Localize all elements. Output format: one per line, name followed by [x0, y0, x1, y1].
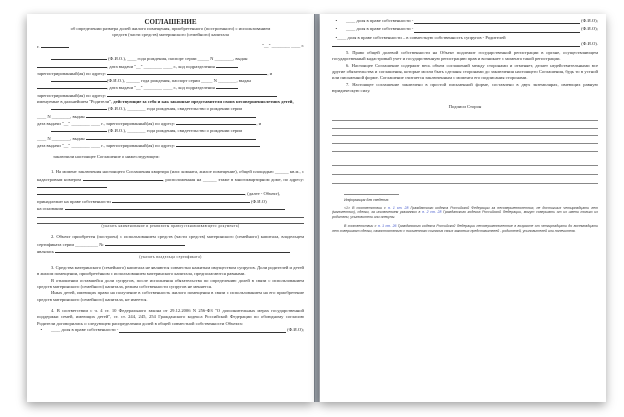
child-1-line-3: дата выдачи "__" ________ ____ г., зарегистрированный(ая) по адресу:	[37, 120, 176, 126]
party-2-line-1: (Ф.И.О.), ______ года рождения, паспорт серии _____ N ________, выдан	[107, 78, 251, 84]
footnote-2-pre: В соответствии с	[344, 224, 377, 229]
city-date-row	[37, 43, 304, 50]
joint-share-fio-row	[332, 41, 598, 47]
footnote-1-post: Гражданского кодекса Российской Федерации, могут совершать от их имени только их родители, усыновители или опекуны.	[332, 210, 598, 219]
party-2-line-2: , дата выдачи "__" ________ ____ г., код подразделения	[107, 85, 215, 91]
party-2	[37, 77, 304, 99]
share-text: ____ доля в праве собственности -	[346, 26, 414, 32]
parents-bold-text: действующие за себя и как законные представители своих несовершеннолетних детей,	[113, 99, 294, 105]
signatures-title: Подписи Сторон	[448, 104, 482, 110]
bullet-icon: •	[332, 18, 338, 23]
document-page-1	[27, 14, 314, 402]
clause-2	[37, 234, 304, 248]
footnote-rule	[344, 194, 399, 195]
clause-1-d: , (далее - Объект),	[245, 191, 281, 197]
footnote-1-mid: Гражданского кодекса Российской Федерации за несовершеннолетних, не достигших четырнадцати лет (малолетних), сделки, за исключением указанных в	[332, 205, 598, 215]
joint-share-bullet: •____ доля в праве собственности – в совместную собственность супругов - Родителей	[332, 34, 506, 40]
city-prefix: г.	[37, 44, 40, 49]
clause-1-owner	[37, 198, 304, 205]
parents-text: именуемые в дальнейшем "Родители",	[37, 99, 113, 105]
child-2-line-2: ____ N ________, выдан	[37, 135, 85, 141]
bullet-icon: •	[37, 326, 43, 332]
child-1-and: , и	[256, 120, 262, 126]
child-2-line-3: дата выдачи "__" ________ ____ г., зарегистрированный(ая) по адресу:	[37, 142, 176, 148]
share-fio: (Ф.И.О);	[581, 26, 598, 32]
share-bullet	[332, 18, 598, 24]
clause-6: 6. Настоящее Соглашение содержит весь объем соглашений между сторонами и отменяет, делает недействительными все другие обязательства и соглашения, которые могли быть сделаны сторонами до заключения настоящего Соглашения, будь то в устной или письменной форме. Соглашение считается заключенным с момента его подписания сторонами.	[332, 62, 598, 81]
child-1-line-1: (Ф.И.О.), ________ года рождения, свидетельство о рождении серии	[108, 106, 243, 112]
clause-3-children: Иных детей, имеющих право на получение в собственность жилого помещения в связи с использованием на его приобретение средств материнского (семейного) капитала, не имеется.	[37, 290, 304, 302]
signature-line	[332, 128, 598, 129]
clause-5: 5. Право общей долевой собственности на Объект подлежит государственной регистрации в органе, осуществляющем государственный кадастровый учет и государственную регистрацию прав и возникает с момента такой регистрации.	[332, 50, 598, 62]
clause-1: 1. На момент заключения настоящего Соглашения квартира (или: комната, жилое помещение), общей площадью ______ кв.м., с кадастровым номером , расположенная на ______ этаже в многоквартирном доме, по адресу:	[37, 169, 304, 190]
document-subtitle-1: об определении размера долей жилого помещения, приобретенного (построенного) с использованием	[70, 26, 271, 31]
share-bullet	[332, 26, 598, 32]
signature-line	[332, 165, 598, 166]
signature-line	[332, 143, 598, 144]
share-text: ____ доля в праве собственности -	[346, 18, 414, 23]
clause-3: 3. Средства материнского (семейного) капитала не являются совместно нажитым имуществом супругов. Доли родителей и детей в жилом помещении, приобретённом с использованием материнского капитала, предполагаются равными.	[37, 265, 304, 277]
clause-1-b: общей площадью ______ кв.м., с кадастровым номером	[37, 169, 304, 182]
child-2-line-1: (Ф.И.О.), ________ года рождения, свидетельство о рождении серии	[108, 128, 243, 134]
law-link[interactable]: п. 2 ст. 28	[422, 210, 442, 215]
concluded-text: заключили настоящее Соглашение о нижеследующем:	[53, 154, 160, 160]
signature-line	[332, 183, 598, 184]
document-title: СОГЛАШЕНИЕ	[144, 18, 197, 26]
footnote-1	[332, 206, 598, 219]
clause-2-b: (семейного) капитала, владельцем сертификата серии __________ №	[37, 234, 304, 247]
date-field: "__" ________ ____ г.	[262, 43, 304, 48]
clause-2-a: 2. Объект приобретен (построен) с использованием средств (части средств) материнского	[51, 234, 234, 240]
signature-lines	[332, 120, 598, 183]
party-1	[37, 55, 304, 77]
info-title: Информация для сведения:	[344, 197, 390, 202]
share-fio: (Ф.И.О);	[581, 18, 598, 23]
document-page-2	[320, 14, 606, 402]
child-1	[37, 105, 304, 127]
share-bullet	[37, 327, 304, 333]
city-field	[37, 43, 69, 50]
party-2-address-label: зарегистрированный(ая) по адресу:	[37, 92, 107, 98]
footnote-2-post: Гражданского кодекса Российской Федерации несовершеннолетние в возрасте от четырнадцати до восемнадцати лет совершают сделки, самостоятельно с письменного согласия своих законных представителей - родителей, усыновителей или попечителя.	[332, 224, 598, 233]
law-link[interactable]: п. 1 ст. 28	[387, 205, 409, 210]
signature-line	[332, 120, 598, 121]
signature-line	[332, 174, 598, 175]
page-1-content	[37, 18, 304, 333]
share-text: ____ доля в праве собственности -	[51, 326, 119, 332]
clause-2-owner	[37, 248, 304, 255]
bullet-icon: •	[332, 26, 338, 32]
caption-document: (указать наименование и реквизиты правоустанавливающего документа)	[101, 224, 240, 229]
document-subtitle-2: средств (части средств) материнского (семейного) капитала	[112, 32, 229, 37]
clause-1-a: 1. На момент заключения настоящего Соглашения квартира (или: комната, жилое помещение),	[51, 169, 238, 175]
child-1-line-2: ____ N ________, выдан	[37, 113, 85, 119]
clause-4: 4. В соответствии с ч. 4 ст. 10 Федерального закона от 29.12.2006 N 256-ФЗ "О дополнительных мерах государственной поддержки семей, имеющих детей", ст. ст. 244, 245, 254 Гражданского кодекса Российской Федерации по обоюдному согласию Родители договорились о следующем распределении долей в общей совместной собственности Объекта:	[37, 307, 304, 326]
clause-1-object	[37, 190, 304, 197]
clause-7: 7. Настоящее соглашение заключено в простой письменной форме, составлено в двух экземплярах, имеющих равную юридическую силу.	[332, 81, 598, 93]
party-1-line-2: , дата выдачи "__" ________ ____ г., код подразделения	[107, 63, 215, 69]
joint-share-fio: (Ф.И.О).	[581, 40, 598, 46]
footnote-1-pre: <1> В соответствии с	[344, 205, 386, 210]
clause-1-e: принадлежит на праве собственности	[37, 198, 111, 204]
caption-certificate: (указать владельца сертификата)	[139, 255, 202, 260]
party-1-address-label: зарегистрированный(ая) по адресу:	[37, 70, 107, 76]
share-fio: (Ф.И.О);	[287, 326, 304, 332]
clause-1-c: расположенная на ______ этаже в многоквартирном доме, по адресу:	[165, 176, 304, 182]
signature-line	[332, 135, 598, 136]
clause-1-f: на основании	[37, 205, 64, 211]
page-2-content	[332, 18, 598, 233]
clause-1-basis	[37, 205, 304, 212]
party-1-line-1: (Ф.И.О.), ____ года рождения, паспорт серии _____ N ________, выдан	[108, 56, 248, 62]
clause-2-c: являлась	[37, 248, 55, 254]
clause-1-fio: (Ф.И.О)	[250, 198, 267, 204]
child-2	[37, 127, 304, 149]
footnote-2	[332, 224, 598, 233]
clause-3-spouses: В отношении оставшейся доли супругов, после исполнения обязательства по определению долей в связи с использованием средств материнского (семейного) капитала, режим собственности супругов не меняется.	[37, 277, 304, 290]
party-1-and: , и	[267, 70, 273, 76]
law-link[interactable]: п. 1 ст. 26	[377, 224, 397, 229]
joint-share-text: ____ доля в праве собственности – в совместную собственность супругов - Родителей	[337, 34, 506, 40]
